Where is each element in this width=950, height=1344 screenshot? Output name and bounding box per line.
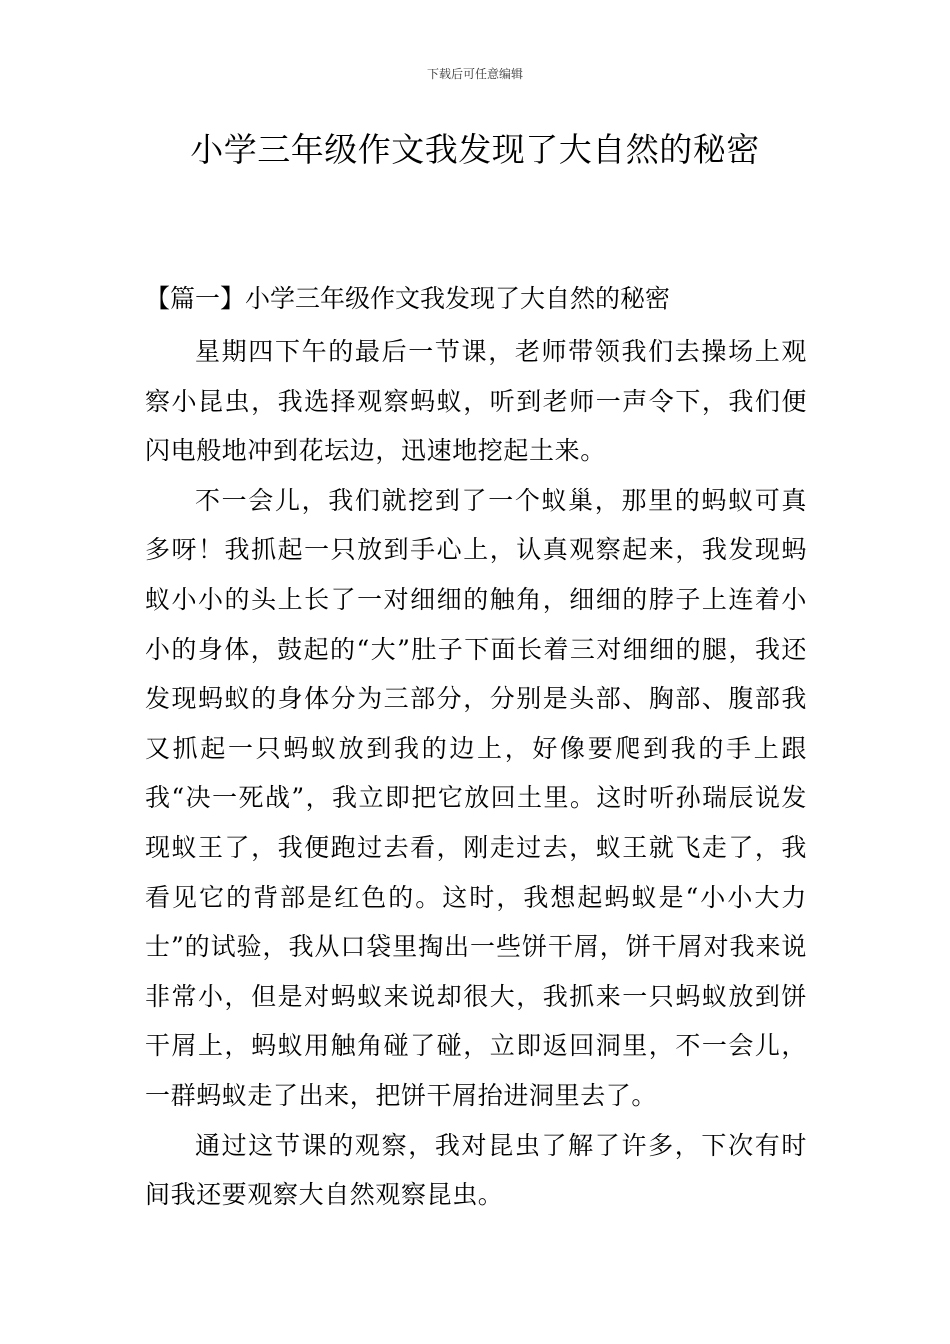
paragraph-3: 通过这节课的观察，我对昆虫了解了许多，下次有时间我还要观察大自然观察昆虫。	[145, 1130, 807, 1210]
article-body	[145, 327, 807, 1220]
paragraph-2: 不一会儿，我们就挖到了一个蚁巢，那里的蚂蚁可真多呀！我抓起一只放到手心上，认真观察起来，我发现蚂蚁小小的头上长了一对细细的触角，细细的脖子上连着小小的身体，鼓起的“大”肚子下面长着三对细细的腿，我还发现蚂蚁的身体分为三部分，分别是头部、胸部、腹部我又抓起一只蚂蚁放到我的边上，好像要爬到我的手上跟我“决一死战”，我立即把它放回土里。这时听孙瑞辰说发现蚁王了，我便跑过去看，刚走过去，蚁王就飞走了，我看见它的背部是红色的。这时，我想起蚂蚁是“小小大力士”的试验，我从口袋里掏出一些饼干屑，饼干屑对我来说非常小，但是对蚂蚁来说却很大，我抓来一只蚂蚁放到饼干屑上，蚂蚁用触角碰了碰，立即返回洞里，不一会儿，一群蚂蚁走了出来，把饼干屑抬进洞里去了。	[145, 485, 807, 1110]
header-note: 下载后可任意编辑	[426, 67, 523, 81]
document-title: 小学三年级作文我发现了大自然的秘密	[190, 130, 760, 169]
paragraph-1: 星期四下午的最后一节课，老师带领我们去操场上观察小昆虫，我选择观察蚂蚁，听到老师一声令下，我们便闪电般地冲到花坛边，迅速地挖起土来。	[145, 337, 807, 466]
section-heading: 【篇一】小学三年级作文我发现了大自然的秘密	[145, 284, 671, 313]
